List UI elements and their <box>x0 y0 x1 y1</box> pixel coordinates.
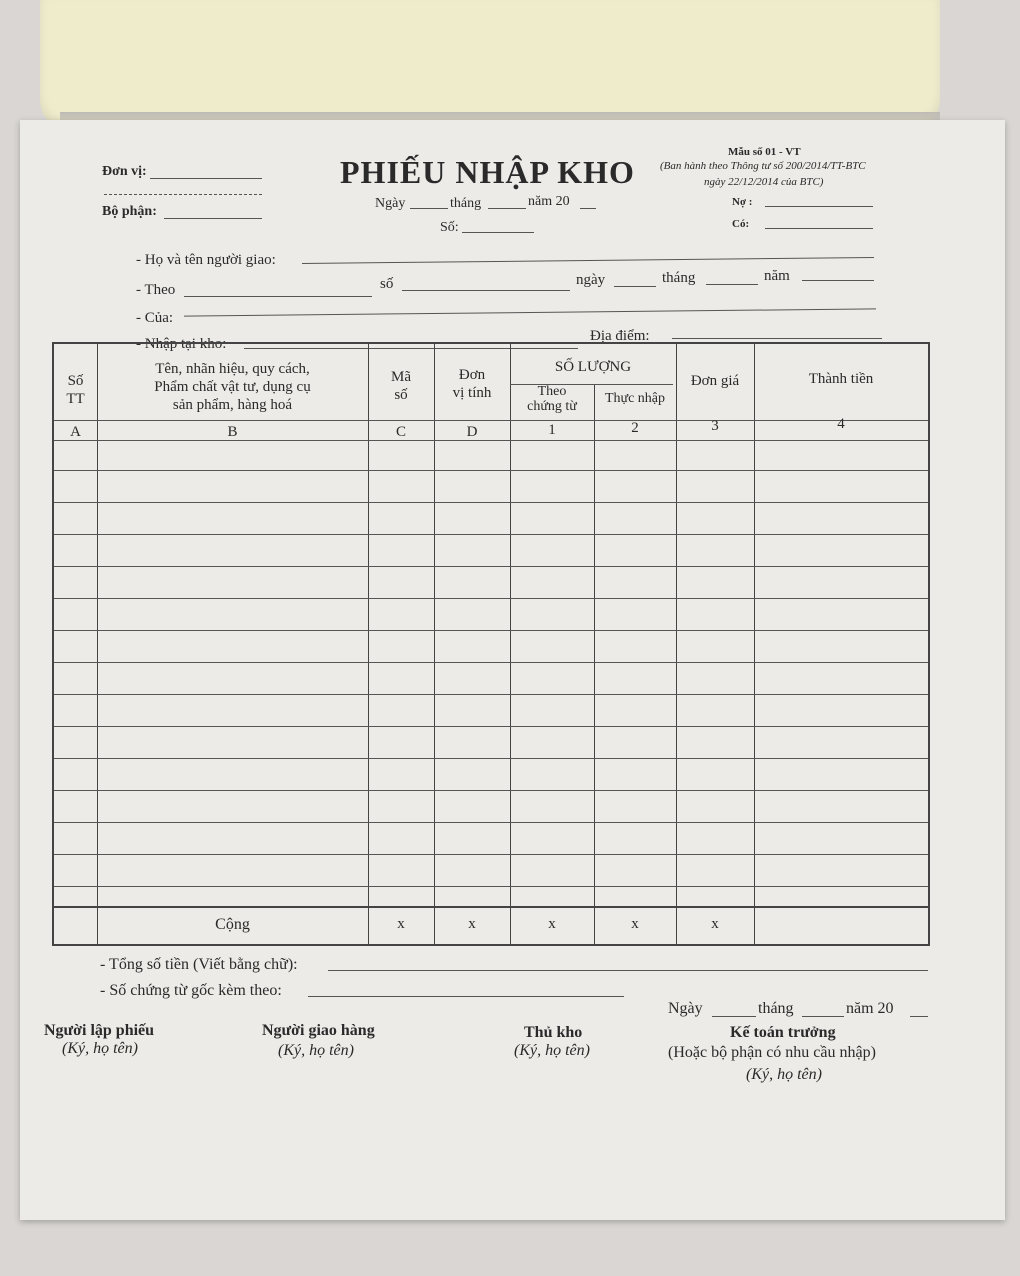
tong-so-tien-label: - Tổng số tiền (Viết bằng chữ): <box>100 956 298 973</box>
sign4-note: (Hoặc bộ phận có nhu cầu nhập) <box>668 1044 876 1061</box>
index-cell: A <box>70 424 81 440</box>
sign4-note-2: (Ký, họ tên) <box>746 1066 822 1083</box>
dia-diem-line[interactable] <box>672 338 882 339</box>
index-cell: 3 <box>711 418 719 434</box>
footer-thang-line[interactable] <box>802 1016 844 1017</box>
col-name-header <box>97 360 368 414</box>
index-cell: 2 <box>631 420 639 436</box>
total-mark: x <box>468 916 476 932</box>
header-ngay-label: Ngày <box>375 196 406 211</box>
index-cell: B <box>227 424 238 440</box>
don-vi-line-2[interactable] <box>104 194 262 195</box>
nhap-tai-kho-label: - Nhập tại kho: <box>136 336 227 352</box>
form-title: PHIẾU NHẬP KHO <box>340 154 635 190</box>
co-label: Có: <box>732 218 750 230</box>
header-thang-line[interactable] <box>488 208 526 209</box>
sign1-note: (Ký, họ tên) <box>62 1040 138 1057</box>
total-mark: x <box>711 916 719 932</box>
dia-diem-label: Địa điểm: <box>590 328 650 344</box>
total-label: Cộng <box>215 916 250 933</box>
table-row[interactable] <box>54 726 928 727</box>
col-qty-doc-header-1: Theo <box>537 384 567 399</box>
no-label: Nợ : <box>732 196 753 208</box>
col-unit-header-1: Đơn <box>458 367 486 383</box>
header-so-line[interactable] <box>462 232 534 233</box>
notebook-cover <box>40 0 940 130</box>
col-name-header-2: Phẩm chất vật tư, dụng cụ <box>154 379 311 395</box>
total-row-line <box>54 906 928 908</box>
col-stt-header <box>54 372 97 408</box>
col-name-header-1: Tên, nhãn hiệu, quy cách, <box>155 361 310 377</box>
col-qty-real-header: Thực nhập <box>604 391 666 406</box>
sign4-title: Kế toán trưởng <box>730 1024 836 1041</box>
col-price-header: Đơn giá <box>690 373 740 389</box>
footer-ngay-label: Ngày <box>668 1000 703 1017</box>
col-name-header-3: sản phẩm, hàng hoá <box>172 397 293 413</box>
theo-line[interactable] <box>184 296 372 297</box>
col-unit-header-2: vị tính <box>452 385 492 401</box>
header-so-label: Số: <box>440 220 459 235</box>
total-mark: x <box>631 916 639 932</box>
header-nam-label: năm 20 <box>528 194 570 209</box>
theo-so-line[interactable] <box>402 290 570 291</box>
col-qty-doc-header-2: chứng từ <box>527 399 577 414</box>
table-row[interactable] <box>54 790 928 791</box>
header-ngay-line[interactable] <box>410 208 448 209</box>
so-chung-tu-line[interactable] <box>308 996 624 997</box>
footer-thang-label: tháng <box>758 1000 794 1017</box>
index-cell: C <box>395 424 406 440</box>
col-qty-doc-header <box>510 384 594 414</box>
col-stt-header-2: TT <box>66 391 85 407</box>
sign2-title: Người giao hàng <box>262 1022 375 1039</box>
table-row[interactable] <box>54 566 928 567</box>
table-row[interactable] <box>54 502 928 503</box>
col-total-header: Thành tiền <box>808 371 874 387</box>
theo-nam-label: năm <box>764 268 790 284</box>
theo-ngay-label: ngày <box>576 272 606 288</box>
table-row[interactable] <box>54 822 928 823</box>
sign1-title: Người lập phiếu <box>44 1022 155 1039</box>
header-thang-label: tháng <box>450 196 482 211</box>
col-stt-header-1: Số <box>67 373 84 389</box>
regulation-line-1: (Ban hành theo Thông tư số 200/2014/TT-BTC <box>660 160 866 172</box>
sign2-note: (Ký, họ tên) <box>278 1042 354 1059</box>
table-row[interactable] <box>54 662 928 663</box>
table-row[interactable] <box>54 598 928 599</box>
cua-label: - Của: <box>136 310 174 326</box>
footer-nam-label: năm 20 <box>846 1000 894 1017</box>
theo-thang-line[interactable] <box>706 284 758 285</box>
table-row[interactable] <box>54 630 928 631</box>
col-code-header-1: Mã <box>391 369 411 385</box>
bo-phan-line[interactable] <box>164 218 262 219</box>
form-code: Mẫu số 01 - VT <box>728 146 801 158</box>
don-vi-label: Đơn vị: <box>102 164 147 179</box>
nguoi-giao-line[interactable] <box>302 257 874 264</box>
theo-label: - Theo <box>136 282 176 298</box>
table-row[interactable] <box>54 886 928 887</box>
nguoi-giao-label: - Họ và tên người giao: <box>136 252 276 268</box>
table-row[interactable] <box>54 534 928 535</box>
theo-so-label: số <box>380 276 394 292</box>
sign3-title: Thủ kho <box>524 1024 583 1041</box>
index-cell: 1 <box>548 422 556 438</box>
table-row[interactable] <box>54 470 928 471</box>
sign3-note: (Ký, họ tên) <box>514 1042 590 1059</box>
index-cell: D <box>466 424 478 440</box>
footer-ngay-line[interactable] <box>712 1016 756 1017</box>
no-line[interactable] <box>765 206 873 207</box>
theo-thang-label: tháng <box>662 270 696 286</box>
tong-so-tien-line[interactable] <box>328 970 928 971</box>
theo-ngay-line[interactable] <box>614 286 656 287</box>
table-row[interactable] <box>54 758 928 759</box>
table-row[interactable] <box>54 854 928 855</box>
col-line <box>594 384 595 944</box>
col-qty-header: SỐ LƯỢNG <box>554 359 632 375</box>
cua-line[interactable] <box>184 308 876 316</box>
col-code-header <box>368 368 434 404</box>
goods-table <box>52 342 930 946</box>
co-line[interactable] <box>765 228 873 229</box>
footer-nam-line[interactable] <box>910 1016 928 1017</box>
total-mark: x <box>548 916 556 932</box>
total-mark: x <box>397 916 405 932</box>
table-row[interactable] <box>54 694 928 695</box>
theo-nam-line[interactable] <box>802 280 874 281</box>
col-code-header-2: số <box>394 387 408 403</box>
col-unit-header <box>434 366 510 402</box>
so-chung-tu-label: - Số chứng từ gốc kèm theo: <box>100 982 282 999</box>
bo-phan-label: Bộ phận: <box>102 204 157 219</box>
index-cell: 4 <box>837 416 845 432</box>
header-nam-line[interactable] <box>580 208 596 209</box>
don-vi-line[interactable] <box>150 178 262 179</box>
regulation-line-2: ngày 22/12/2014 của BTC) <box>704 176 824 188</box>
